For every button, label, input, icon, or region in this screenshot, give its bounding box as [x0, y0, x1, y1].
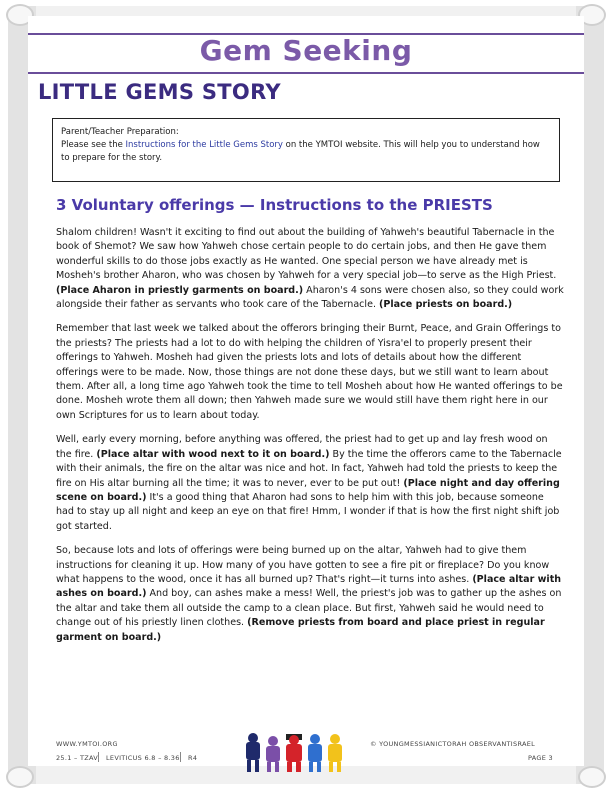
- preparation-text-after: on the YMTOI website. This will help you to understand how to prepare for the story.: [61, 140, 540, 163]
- story-text: Well, early every morning, before anything was offered, the priest had to get up and lay fresh wood on the fire.: [56, 434, 548, 460]
- page: [28, 16, 584, 766]
- footer-reading: LEVITICUS 6.8 – 8.36: [106, 754, 180, 762]
- footer-separator: [98, 752, 99, 762]
- gems-kids-logo: [242, 728, 354, 778]
- preparation-heading: Parent/Teacher Preparation:: [61, 127, 179, 137]
- brand-title: Gem Seeking: [199, 34, 413, 67]
- stage-direction: (Place altar with ashes on board.): [56, 573, 562, 600]
- story-paragraph-1: [56, 226, 564, 312]
- scroll-curl-bottom-right: [578, 766, 606, 788]
- footer-website[interactable]: WWW.YMTOI.ORG: [56, 740, 118, 748]
- story-text: Shalom children! Wasn't it exciting to find out about the building of Yahweh's beautiful Tabernacle in the book of Shemot? We saw how Yahweh chose certain people to do certain jobs, and then He gave them wonderful skills to do those jobs exactly as He wanted. One special person we have already met is Mosheh's brother Aharon, who was chosen by Yahweh for a very special job—to serve as the High Priest.: [56, 227, 557, 282]
- footer-reading-code: R4: [188, 754, 198, 762]
- story-paragraph-2: Remember that last week we talked about the offerors bringing their Burnt, Peace, and Grain Offerings to the priests? The priests had a lot to do with helping the children of Yisra'el to properly present their offerings to Yahweh. Mosheh had given the priests lots and lots of details about how the different offerings were to be made. Now, those things are not done these days, but we still want to learn about them. After all, a long time ago Yahweh took the time to tell Mosheh about how He wanted offerings to be done. Mosheh wrote them all down; then Yahweh made sure we would still have them right here in our own Scriptures for us to learn about today.: [56, 323, 563, 421]
- story-body: [56, 226, 564, 655]
- story-paragraph-4: [56, 544, 564, 645]
- preparation-text: [61, 139, 551, 165]
- kid-figure-yellow: [328, 734, 342, 772]
- footer-page-number: PAGE 3: [528, 754, 553, 762]
- story-text: It's a good thing that Aharon had sons to help him with this job, because someone had to stay up all night and keep an eye on that fire! Hmm, I wonder if that is how the first night shift job got started.: [56, 491, 560, 532]
- story-heading: 3 Voluntary offerings — Instructions to the PRIESTS: [56, 196, 493, 214]
- scroll-curl-bottom-left: [6, 766, 34, 788]
- stage-direction: (Place Aharon in priestly garments on board.): [56, 284, 304, 296]
- section-title: LITTLE GEMS STORY: [38, 80, 281, 104]
- footer-copyright: © YOUNGMESSIANICTORAH OBSERVANTISRAEL: [370, 740, 536, 748]
- kid-figure-purple: [266, 736, 280, 772]
- story-paragraph-3: [56, 433, 564, 534]
- kid-figure-navy: [246, 733, 260, 772]
- preparation-text-before: Please see the: [61, 140, 126, 150]
- story-text: So, because lots and lots of offerings were being burned up on the altar, Yahweh had to give them instructions for cleaning it up. How many of you have gotten to see a fire pit or fireplace? Do you know what happens to the wood, once it has all burned up? That's right—it turns into ashes.: [56, 545, 550, 585]
- instructions-link[interactable]: Instructions for the Little Gems Story: [125, 140, 283, 150]
- stage-direction: (Place night and day offering scene on board.): [56, 477, 560, 503]
- stage-direction: (Place priests on board.): [379, 299, 513, 311]
- brand-rule: [28, 72, 584, 74]
- story-text: Aharon's 4 sons were chosen also, so they could work alongside their father as servants who took care of the Tabernacle.: [56, 284, 564, 311]
- story-text: By the time the offerors came to the Tabernacle with their animals, the fire on the altar was nice and hot. In fact, Yahweh had told the priests to keep the fire on His altar burning all the time; it was to never, ever to be put out!: [56, 448, 562, 489]
- kid-figure-red: [286, 734, 302, 772]
- preparation-box: [52, 118, 560, 182]
- kid-figure-blue: [308, 734, 322, 772]
- footer-lesson: 25.1 – TZAV: [56, 754, 99, 762]
- stage-direction: (Remove priests from board and place priest in regular garment on board.): [56, 617, 545, 643]
- stage-direction: (Place altar with wood next to it on board.): [96, 448, 330, 460]
- story-text: And boy, can ashes make a mess! Well, the priest's job was to gather up the ashes on the altar and take them all outside the camp to a clean place. But first, Yahweh said he would need to change out of his priestly linen clothes.: [56, 588, 562, 629]
- footer-separator: [180, 752, 181, 762]
